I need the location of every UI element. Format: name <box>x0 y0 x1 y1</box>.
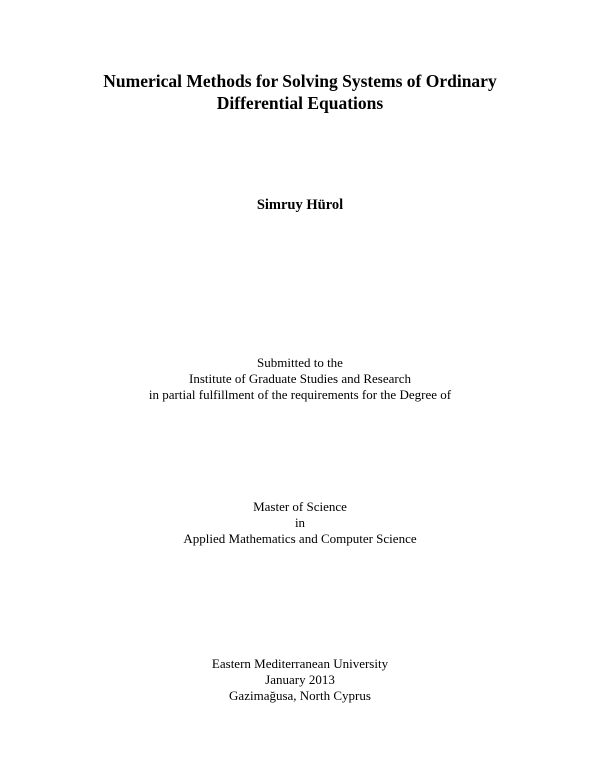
submission-date: January 2013 <box>265 672 335 687</box>
institution-block <box>0 656 600 704</box>
degree-statement <box>0 499 600 547</box>
university-name: Eastern Mediterranean University <box>211 656 389 671</box>
degree-field: Applied Mathematics and Computer Science <box>183 531 417 546</box>
author-name: Simruy Hürol <box>256 197 344 213</box>
submission-statement <box>0 355 600 403</box>
degree-connector: in <box>294 515 306 530</box>
submission-line-1: Submitted to the <box>257 355 343 370</box>
submission-line-2: Institute of Graduate Studies and Research <box>188 371 411 386</box>
thesis-title-line-2: Differential Equations <box>216 93 384 113</box>
degree-name: Master of Science <box>253 499 347 514</box>
thesis-title-line-1: Numerical Methods for Solving Systems of Ordinary <box>103 71 497 91</box>
thesis-title <box>0 70 600 114</box>
university-location: Gazimağusa, North Cyprus <box>229 688 371 703</box>
submission-line-3: in partial fulfillment of the requirements for the Degree of <box>148 387 452 402</box>
